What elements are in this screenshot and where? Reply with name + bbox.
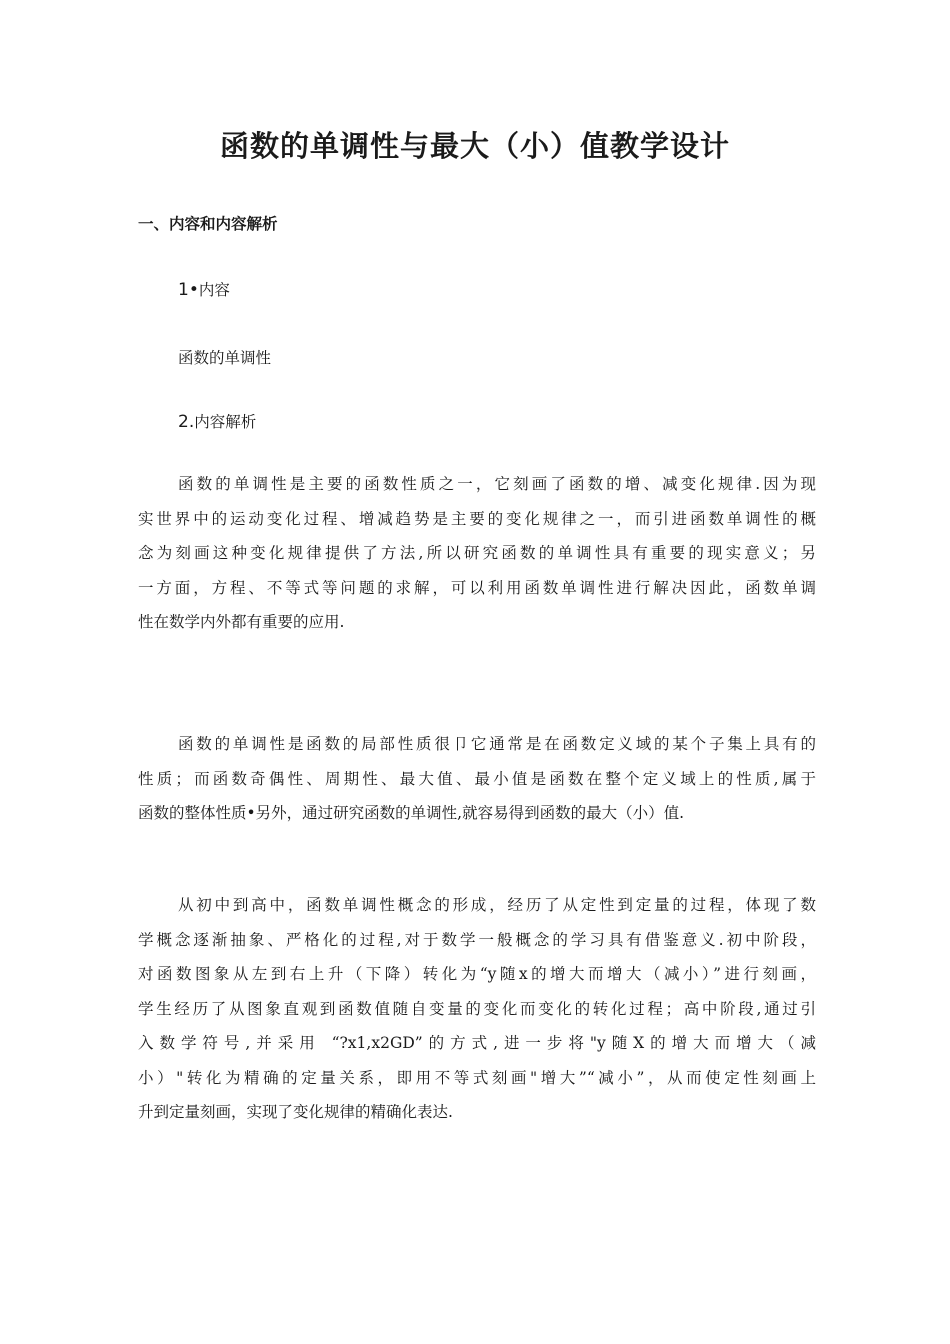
paragraph-line: 性在数学内外都有重要的应用.	[138, 613, 345, 631]
paragraph-1	[138, 467, 816, 640]
paragraph-line: 学概念逐渐抽象、严格化的过程,对于数学一般概念的学习具有借鉴意义.初中阶段，	[138, 930, 816, 949]
paragraph-line: 对函数图象从左到右上升（下降）转化为“y随x的增大而增大（减小）”进行刻画，	[138, 965, 816, 983]
paragraph-line: 函数的单调性是主要的函数性质之一，它刻画了函数的增、减变化规律.因为现	[178, 475, 816, 493]
paragraph-line: 升到定量刻画，实现了变化规律的精确化表达.	[138, 1103, 453, 1121]
subsection-1-label: 内容	[198, 281, 230, 299]
paragraph-line: 函数的整体性质•另外，通过研究函数的单调性,就容易得到函数的最大（小）值.	[138, 804, 684, 822]
subsection-1-content: 函数的单调性	[178, 349, 272, 367]
paragraph-line: 从初中到高中，函数单调性概念的形成，经历了从定性到定量的过程，体现了数	[178, 896, 816, 914]
paragraph-line: 性质；而函数奇偶性、周期性、最大值、最小值是函数在整个定义域上的性质,属于	[138, 769, 816, 788]
paragraph-line: 小）"转化为精确的定量关系，即用不等式刻画"增大”“减小”，从而使定性刻画上	[138, 1068, 816, 1087]
subsection-2-label: 内容解析	[194, 413, 257, 431]
subsection-2-heading	[178, 410, 256, 432]
paragraph-3	[138, 888, 816, 1130]
paragraph-line: 一方面，方程、不等式等问题的求解，可以利用函数单调性进行解决因此，函数单调	[138, 578, 816, 597]
paragraph-line: 函数的单调性是函数的局部性质很卩它通常是在函数定义域的某个子集上具有的	[178, 735, 816, 753]
paragraph-line: 实世界中的运动变化过程、增减趋势是主要的变化规律之一，而引进函数单调性的概	[138, 509, 816, 528]
subsection-2-number: 2.	[178, 412, 195, 432]
subsection-1-heading	[178, 278, 230, 300]
paragraph-line: 入数学符号,并采用 “?x1,x2GD”的方式,进一步将"y随X的增大而增大（减	[138, 1034, 816, 1052]
section-heading: 一、内容和内容解析	[138, 215, 278, 233]
paragraph-line: 学生经历了从图象直观到函数值随自变量的变化而变化的转化过程；高中阶段,通过引	[138, 999, 816, 1018]
document-title: 函数的单调性与最大（小）值教学设计	[219, 129, 730, 163]
paragraph-2	[138, 727, 816, 831]
subsection-1-number: 1•	[178, 280, 199, 300]
paragraph-line: 念为刻画这种变化规律提供了方法,所以研究函数的单调性具有重要的现实意义；另	[138, 544, 816, 562]
